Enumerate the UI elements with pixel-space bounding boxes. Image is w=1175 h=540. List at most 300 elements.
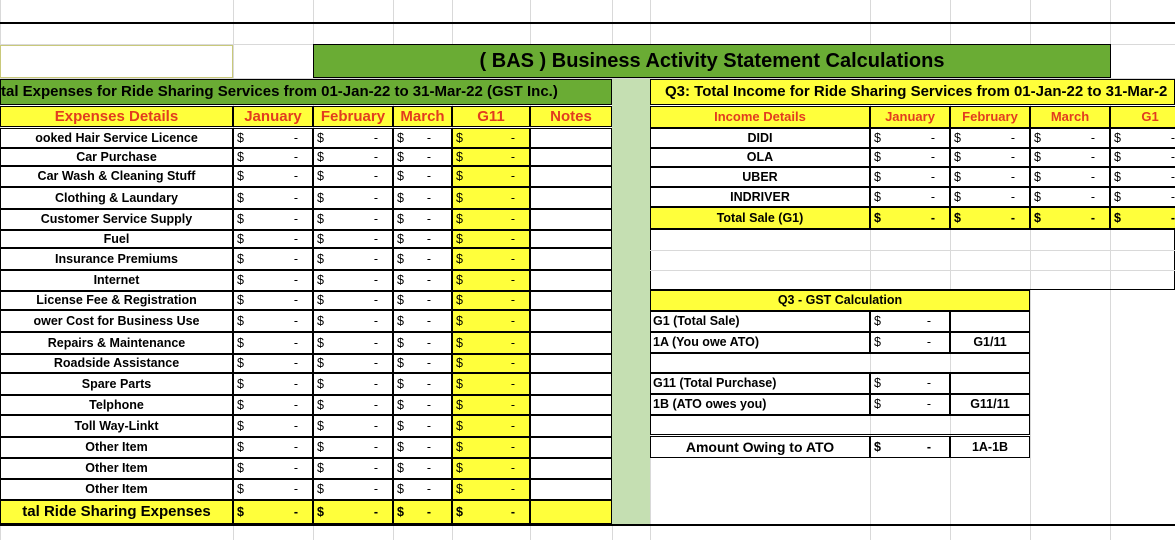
income-row-label[interactable]: INDRIVER bbox=[650, 187, 870, 207]
expense-row-label[interactable]: ooked Hair Service Licence bbox=[0, 128, 233, 148]
expense-march-cell[interactable] bbox=[393, 395, 452, 415]
currency-symbol: $ bbox=[456, 419, 463, 433]
income-march-cell[interactable] bbox=[1030, 187, 1110, 207]
gst-value-cell[interactable] bbox=[870, 311, 950, 332]
expense-g11-cell[interactable] bbox=[452, 187, 530, 209]
expense-g11-cell[interactable] bbox=[452, 128, 530, 148]
currency-symbol: $ bbox=[874, 170, 881, 184]
expense-january-cell[interactable] bbox=[233, 148, 313, 166]
expense-february-cell[interactable] bbox=[313, 148, 393, 166]
income-g1-cell[interactable] bbox=[1110, 148, 1175, 167]
currency-symbol: $ bbox=[456, 336, 463, 350]
currency-symbol: $ bbox=[1034, 170, 1041, 184]
expense-march-cell[interactable] bbox=[393, 479, 452, 500]
expense-g11-cell[interactable] bbox=[452, 354, 530, 373]
expense-notes-cell[interactable] bbox=[530, 373, 612, 395]
currency-symbol: $ bbox=[397, 293, 404, 307]
currency-symbol: $ bbox=[397, 150, 404, 164]
expense-february-cell[interactable] bbox=[313, 270, 393, 291]
expense-january-cell[interactable] bbox=[233, 270, 313, 291]
currency-symbol: $ bbox=[237, 314, 244, 328]
expense-g11-cell[interactable] bbox=[452, 209, 530, 230]
income-total-label: Total Sale (G1) bbox=[650, 207, 870, 229]
expense-g11-cell[interactable] bbox=[452, 458, 530, 479]
expense-february-cell[interactable] bbox=[313, 479, 393, 500]
currency-symbol: $ bbox=[237, 169, 244, 183]
gst-row-label[interactable]: G1 (Total Sale) bbox=[650, 311, 870, 332]
currency-value: - bbox=[510, 505, 515, 519]
header-income-february: February bbox=[950, 106, 1030, 128]
expense-notes-cell[interactable] bbox=[530, 415, 612, 437]
currency-value: - bbox=[373, 482, 378, 496]
income-february-cell[interactable] bbox=[950, 148, 1030, 167]
gst-row-label[interactable]: 1A (You owe ATO) bbox=[650, 332, 870, 353]
header-february: February bbox=[313, 106, 393, 127]
currency-value: - bbox=[510, 252, 515, 266]
header-income-january: January bbox=[870, 106, 950, 128]
currency-symbol: $ bbox=[317, 440, 324, 454]
expense-february-cell[interactable] bbox=[313, 230, 393, 248]
expense-notes-cell[interactable] bbox=[530, 166, 612, 187]
expense-row-label[interactable]: Internet bbox=[0, 270, 233, 291]
expense-march-cell[interactable] bbox=[393, 248, 452, 270]
gst-value-cell[interactable] bbox=[870, 373, 950, 394]
currency-symbol: $ bbox=[874, 150, 881, 164]
expense-january-cell[interactable] bbox=[233, 479, 313, 500]
currency-symbol: $ bbox=[237, 336, 244, 350]
expense-february-cell[interactable] bbox=[313, 332, 393, 354]
currency-value: - bbox=[426, 252, 431, 266]
expense-g11-cell[interactable] bbox=[452, 248, 530, 270]
expense-january-cell[interactable] bbox=[233, 128, 313, 148]
income-january-cell[interactable] bbox=[870, 128, 950, 148]
gst-value-cell[interactable] bbox=[870, 394, 950, 415]
currency-value: - bbox=[1090, 131, 1095, 145]
currency-symbol: $ bbox=[397, 314, 404, 328]
currency-value: - bbox=[293, 150, 298, 164]
expense-g11-cell[interactable] bbox=[452, 395, 530, 415]
currency-value: - bbox=[926, 376, 931, 390]
expense-january-cell[interactable] bbox=[233, 291, 313, 310]
currency-symbol: $ bbox=[397, 336, 404, 350]
currency-value: - bbox=[926, 440, 931, 454]
expense-row-label[interactable]: Fuel bbox=[0, 230, 233, 248]
header-income-details: Income Details bbox=[650, 106, 870, 128]
gst-value-cell[interactable] bbox=[870, 332, 950, 353]
currency-symbol: $ bbox=[237, 131, 244, 145]
expense-g11-cell[interactable] bbox=[452, 291, 530, 310]
expense-february-cell[interactable] bbox=[313, 128, 393, 148]
expense-notes-cell[interactable] bbox=[530, 354, 612, 373]
currency-value: - bbox=[426, 461, 431, 475]
income-total-g1[interactable] bbox=[1110, 207, 1175, 229]
expense-notes-cell[interactable] bbox=[530, 187, 612, 209]
currency-value: - bbox=[510, 191, 515, 205]
expense-g11-cell[interactable] bbox=[452, 310, 530, 332]
total-february-cell[interactable] bbox=[313, 500, 393, 524]
currency-value: - bbox=[1090, 150, 1095, 164]
currency-symbol: $ bbox=[237, 398, 244, 412]
currency-value: - bbox=[510, 377, 515, 391]
currency-symbol: $ bbox=[237, 150, 244, 164]
expense-february-cell[interactable] bbox=[313, 458, 393, 479]
currency-symbol: $ bbox=[237, 440, 244, 454]
currency-symbol: $ bbox=[456, 440, 463, 454]
currency-symbol: $ bbox=[317, 191, 324, 205]
expense-january-cell[interactable] bbox=[233, 209, 313, 230]
income-row-label[interactable]: DIDI bbox=[650, 128, 870, 148]
currency-symbol: $ bbox=[874, 131, 881, 145]
gst-formula-note bbox=[950, 373, 1030, 394]
currency-value: - bbox=[510, 398, 515, 412]
expense-march-cell[interactable] bbox=[393, 291, 452, 310]
currency-symbol: $ bbox=[456, 505, 463, 519]
currency-value: - bbox=[373, 252, 378, 266]
expense-row-label[interactable]: Repairs & Maintenance bbox=[0, 332, 233, 354]
currency-value: - bbox=[426, 440, 431, 454]
currency-symbol: $ bbox=[397, 461, 404, 475]
currency-value: - bbox=[373, 505, 378, 519]
expense-january-cell[interactable] bbox=[233, 310, 313, 332]
currency-symbol: $ bbox=[237, 461, 244, 475]
currency-symbol: $ bbox=[317, 419, 324, 433]
expense-march-cell[interactable] bbox=[393, 230, 452, 248]
currency-symbol: $ bbox=[317, 377, 324, 391]
expense-g11-cell[interactable] bbox=[452, 479, 530, 500]
expense-notes-cell[interactable] bbox=[530, 230, 612, 248]
currency-value: - bbox=[1090, 170, 1095, 184]
currency-value: - bbox=[373, 212, 378, 226]
currency-symbol: $ bbox=[317, 314, 324, 328]
expense-row-label[interactable]: ower Cost for Business Use bbox=[0, 310, 233, 332]
currency-symbol: $ bbox=[397, 252, 404, 266]
currency-symbol: $ bbox=[397, 377, 404, 391]
currency-symbol: $ bbox=[317, 482, 324, 496]
currency-symbol: $ bbox=[456, 293, 463, 307]
currency-value: - bbox=[293, 356, 298, 370]
currency-symbol: $ bbox=[397, 169, 404, 183]
currency-symbol: $ bbox=[456, 232, 463, 246]
currency-symbol: $ bbox=[397, 440, 404, 454]
gst-formula-note bbox=[950, 311, 1030, 332]
expense-february-cell[interactable] bbox=[313, 248, 393, 270]
expense-g11-cell[interactable] bbox=[452, 373, 530, 395]
currency-value: - bbox=[926, 314, 931, 328]
currency-value: - bbox=[1010, 150, 1015, 164]
currency-value: - bbox=[293, 398, 298, 412]
expense-row-label[interactable]: License Fee & Registration bbox=[0, 291, 233, 310]
currency-value: - bbox=[1010, 131, 1015, 145]
expense-notes-cell[interactable] bbox=[530, 479, 612, 500]
expense-january-cell[interactable] bbox=[233, 332, 313, 354]
currency-symbol: $ bbox=[874, 211, 881, 225]
expense-january-cell[interactable] bbox=[233, 230, 313, 248]
expense-row-label[interactable]: Car Wash & Cleaning Stuff bbox=[0, 166, 233, 187]
currency-value: - bbox=[926, 335, 931, 349]
expense-march-cell[interactable] bbox=[393, 148, 452, 166]
expense-row-label[interactable]: Other Item bbox=[0, 458, 233, 479]
currency-value: - bbox=[510, 150, 515, 164]
income-total-january[interactable] bbox=[870, 207, 950, 229]
expense-notes-cell[interactable] bbox=[530, 437, 612, 458]
currency-value: - bbox=[293, 232, 298, 246]
expense-january-cell[interactable] bbox=[233, 187, 313, 209]
expense-january-cell[interactable] bbox=[233, 415, 313, 437]
expense-january-cell[interactable] bbox=[233, 354, 313, 373]
currency-value: - bbox=[1170, 150, 1175, 164]
currency-symbol: $ bbox=[317, 293, 324, 307]
currency-symbol: $ bbox=[456, 150, 463, 164]
expense-february-cell[interactable] bbox=[313, 187, 393, 209]
currency-symbol: $ bbox=[1034, 190, 1041, 204]
currency-symbol: $ bbox=[397, 232, 404, 246]
currency-value: - bbox=[510, 232, 515, 246]
expense-march-cell[interactable] bbox=[393, 415, 452, 437]
currency-symbol: $ bbox=[1114, 150, 1121, 164]
expense-g11-cell[interactable] bbox=[452, 415, 530, 437]
currency-symbol: $ bbox=[317, 356, 324, 370]
currency-value: - bbox=[293, 273, 298, 287]
expense-february-cell[interactable] bbox=[313, 373, 393, 395]
expense-february-cell[interactable] bbox=[313, 354, 393, 373]
gst-formula-note: G11/11 bbox=[950, 394, 1030, 415]
income-total-march[interactable] bbox=[1030, 207, 1110, 229]
currency-value: - bbox=[373, 131, 378, 145]
expense-notes-cell[interactable] bbox=[530, 148, 612, 166]
expense-january-cell[interactable] bbox=[233, 437, 313, 458]
currency-symbol: $ bbox=[317, 505, 324, 519]
income-row-label[interactable]: OLA bbox=[650, 148, 870, 167]
income-march-cell[interactable] bbox=[1030, 167, 1110, 187]
expense-march-cell[interactable] bbox=[393, 270, 452, 291]
amount-owing-value[interactable] bbox=[870, 436, 950, 458]
expense-g11-cell[interactable] bbox=[452, 437, 530, 458]
currency-symbol: $ bbox=[456, 273, 463, 287]
header-march: March bbox=[393, 106, 452, 127]
expenses-total-label: tal Ride Sharing Expenses bbox=[0, 500, 233, 524]
currency-symbol: $ bbox=[954, 190, 961, 204]
currency-value: - bbox=[373, 293, 378, 307]
expense-march-cell[interactable] bbox=[393, 128, 452, 148]
expense-march-cell[interactable] bbox=[393, 187, 452, 209]
currency-value: - bbox=[510, 212, 515, 226]
currency-value: - bbox=[1170, 190, 1175, 204]
expense-march-cell[interactable] bbox=[393, 332, 452, 354]
currency-value: - bbox=[930, 131, 935, 145]
expense-row-label[interactable]: Customer Service Supply bbox=[0, 209, 233, 230]
expense-row-label[interactable]: Telphone bbox=[0, 395, 233, 415]
expense-row-label[interactable]: Roadside Assistance bbox=[0, 354, 233, 373]
expense-row-label[interactable]: Clothing & Laundary bbox=[0, 187, 233, 209]
expense-row-label[interactable]: Other Item bbox=[0, 437, 233, 458]
expense-february-cell[interactable] bbox=[313, 395, 393, 415]
currency-symbol: $ bbox=[317, 150, 324, 164]
currency-symbol: $ bbox=[317, 212, 324, 226]
expense-january-cell[interactable] bbox=[233, 458, 313, 479]
currency-symbol: $ bbox=[456, 482, 463, 496]
currency-symbol: $ bbox=[397, 131, 404, 145]
currency-symbol: $ bbox=[237, 505, 244, 519]
currency-value: - bbox=[373, 314, 378, 328]
expense-january-cell[interactable] bbox=[233, 373, 313, 395]
expense-notes-cell[interactable] bbox=[530, 270, 612, 291]
expense-february-cell[interactable] bbox=[313, 415, 393, 437]
currency-symbol: $ bbox=[1034, 150, 1041, 164]
currency-value: - bbox=[426, 377, 431, 391]
expense-row-label[interactable]: Other Item bbox=[0, 479, 233, 500]
total-march-cell[interactable] bbox=[393, 500, 452, 524]
expense-march-cell[interactable] bbox=[393, 209, 452, 230]
expense-notes-cell[interactable] bbox=[530, 291, 612, 310]
income-january-cell[interactable] bbox=[870, 148, 950, 167]
currency-symbol: $ bbox=[317, 398, 324, 412]
currency-value: - bbox=[1010, 190, 1015, 204]
expense-row-label[interactable]: Car Purchase bbox=[0, 148, 233, 166]
section-separator bbox=[612, 79, 650, 525]
header-income-g1: G1 bbox=[1110, 106, 1175, 128]
currency-value: - bbox=[510, 440, 515, 454]
currency-value: - bbox=[373, 232, 378, 246]
currency-value: - bbox=[293, 377, 298, 391]
expense-notes-cell[interactable] bbox=[530, 209, 612, 230]
currency-value: - bbox=[373, 419, 378, 433]
currency-symbol: $ bbox=[237, 191, 244, 205]
currency-value: - bbox=[426, 356, 431, 370]
expense-row-label[interactable]: Toll Way-Linkt bbox=[0, 415, 233, 437]
currency-value: - bbox=[510, 273, 515, 287]
expense-january-cell[interactable] bbox=[233, 395, 313, 415]
currency-symbol: $ bbox=[397, 212, 404, 226]
income-empty-area bbox=[650, 229, 1175, 290]
expense-row-label[interactable]: Spare Parts bbox=[0, 373, 233, 395]
expense-notes-cell[interactable] bbox=[530, 310, 612, 332]
expense-notes-cell[interactable] bbox=[530, 248, 612, 270]
currency-value: - bbox=[510, 482, 515, 496]
currency-value: - bbox=[426, 482, 431, 496]
expense-january-cell[interactable] bbox=[233, 166, 313, 187]
currency-symbol: $ bbox=[1114, 170, 1121, 184]
expense-march-cell[interactable] bbox=[393, 310, 452, 332]
currency-value: - bbox=[373, 336, 378, 350]
currency-value: - bbox=[1170, 131, 1175, 145]
currency-value: - bbox=[510, 131, 515, 145]
currency-value: - bbox=[293, 461, 298, 475]
expense-notes-cell[interactable] bbox=[530, 458, 612, 479]
expense-march-cell[interactable] bbox=[393, 373, 452, 395]
expense-february-cell[interactable] bbox=[313, 437, 393, 458]
currency-value: - bbox=[293, 440, 298, 454]
expense-march-cell[interactable] bbox=[393, 354, 452, 373]
currency-value: - bbox=[293, 482, 298, 496]
currency-value: - bbox=[293, 293, 298, 307]
income-january-cell[interactable] bbox=[870, 187, 950, 207]
header-g11: G11 bbox=[452, 106, 530, 127]
currency-value: - bbox=[426, 232, 431, 246]
currency-symbol: $ bbox=[237, 232, 244, 246]
currency-value: - bbox=[426, 398, 431, 412]
currency-value: - bbox=[510, 336, 515, 350]
currency-symbol: $ bbox=[456, 398, 463, 412]
expense-january-cell[interactable] bbox=[233, 248, 313, 270]
currency-symbol: $ bbox=[456, 169, 463, 183]
expense-february-cell[interactable] bbox=[313, 310, 393, 332]
expense-notes-cell[interactable] bbox=[530, 332, 612, 354]
income-march-cell[interactable] bbox=[1030, 128, 1110, 148]
currency-value: - bbox=[510, 356, 515, 370]
gst-spacer-row bbox=[650, 415, 1030, 435]
currency-symbol: $ bbox=[237, 273, 244, 287]
income-february-cell[interactable] bbox=[950, 187, 1030, 207]
currency-value: - bbox=[293, 314, 298, 328]
income-g1-cell[interactable] bbox=[1110, 167, 1175, 187]
currency-value: - bbox=[1010, 211, 1015, 225]
expense-february-cell[interactable] bbox=[313, 291, 393, 310]
currency-symbol: $ bbox=[874, 376, 881, 390]
total-g11-cell[interactable] bbox=[452, 500, 530, 524]
expense-g11-cell[interactable] bbox=[452, 270, 530, 291]
income-g1-cell[interactable] bbox=[1110, 128, 1175, 148]
total-january-cell[interactable] bbox=[233, 500, 313, 524]
income-g1-cell[interactable] bbox=[1110, 187, 1175, 207]
expense-february-cell[interactable] bbox=[313, 209, 393, 230]
header-income-march: March bbox=[1030, 106, 1110, 128]
expense-march-cell[interactable] bbox=[393, 458, 452, 479]
gst-spacer-row bbox=[650, 353, 1030, 373]
expense-g11-cell[interactable] bbox=[452, 148, 530, 166]
currency-symbol: $ bbox=[397, 356, 404, 370]
currency-symbol: $ bbox=[397, 505, 404, 519]
currency-value: - bbox=[1170, 211, 1175, 225]
expense-notes-cell[interactable] bbox=[530, 395, 612, 415]
gst-row-label[interactable]: G11 (Total Purchase) bbox=[650, 373, 870, 394]
income-january-cell[interactable] bbox=[870, 167, 950, 187]
currency-value: - bbox=[426, 169, 431, 183]
expense-notes-cell[interactable] bbox=[530, 128, 612, 148]
currency-symbol: $ bbox=[237, 356, 244, 370]
currency-value: - bbox=[930, 211, 935, 225]
currency-symbol: $ bbox=[456, 191, 463, 205]
currency-symbol: $ bbox=[874, 397, 881, 411]
currency-symbol: $ bbox=[237, 293, 244, 307]
expense-row-label[interactable]: Insurance Premiums bbox=[0, 248, 233, 270]
currency-value: - bbox=[373, 398, 378, 412]
currency-value: - bbox=[1090, 190, 1095, 204]
currency-symbol: $ bbox=[456, 461, 463, 475]
currency-symbol: $ bbox=[397, 191, 404, 205]
currency-symbol: $ bbox=[397, 273, 404, 287]
gst-row-label[interactable]: 1B (ATO owes you) bbox=[650, 394, 870, 415]
income-march-cell[interactable] bbox=[1030, 148, 1110, 167]
expense-g11-cell[interactable] bbox=[452, 166, 530, 187]
currency-symbol: $ bbox=[954, 131, 961, 145]
income-february-cell[interactable] bbox=[950, 167, 1030, 187]
currency-value: - bbox=[510, 169, 515, 183]
income-total-february[interactable] bbox=[950, 207, 1030, 229]
expense-march-cell[interactable] bbox=[393, 437, 452, 458]
gst-title: Q3 - GST Calculation bbox=[650, 290, 1030, 311]
currency-symbol: $ bbox=[237, 419, 244, 433]
top-border bbox=[0, 22, 1175, 24]
currency-symbol: $ bbox=[1034, 211, 1041, 225]
income-row-label[interactable]: UBER bbox=[650, 167, 870, 187]
currency-symbol: $ bbox=[317, 232, 324, 246]
income-february-cell[interactable] bbox=[950, 128, 1030, 148]
expense-g11-cell[interactable] bbox=[452, 332, 530, 354]
expense-february-cell[interactable] bbox=[313, 166, 393, 187]
income-header: Q3: Total Income for Ride Sharing Services from 01-Jan-22 to 31-Mar-2 bbox=[650, 79, 1175, 105]
expense-march-cell[interactable] bbox=[393, 166, 452, 187]
expense-g11-cell[interactable] bbox=[452, 230, 530, 248]
